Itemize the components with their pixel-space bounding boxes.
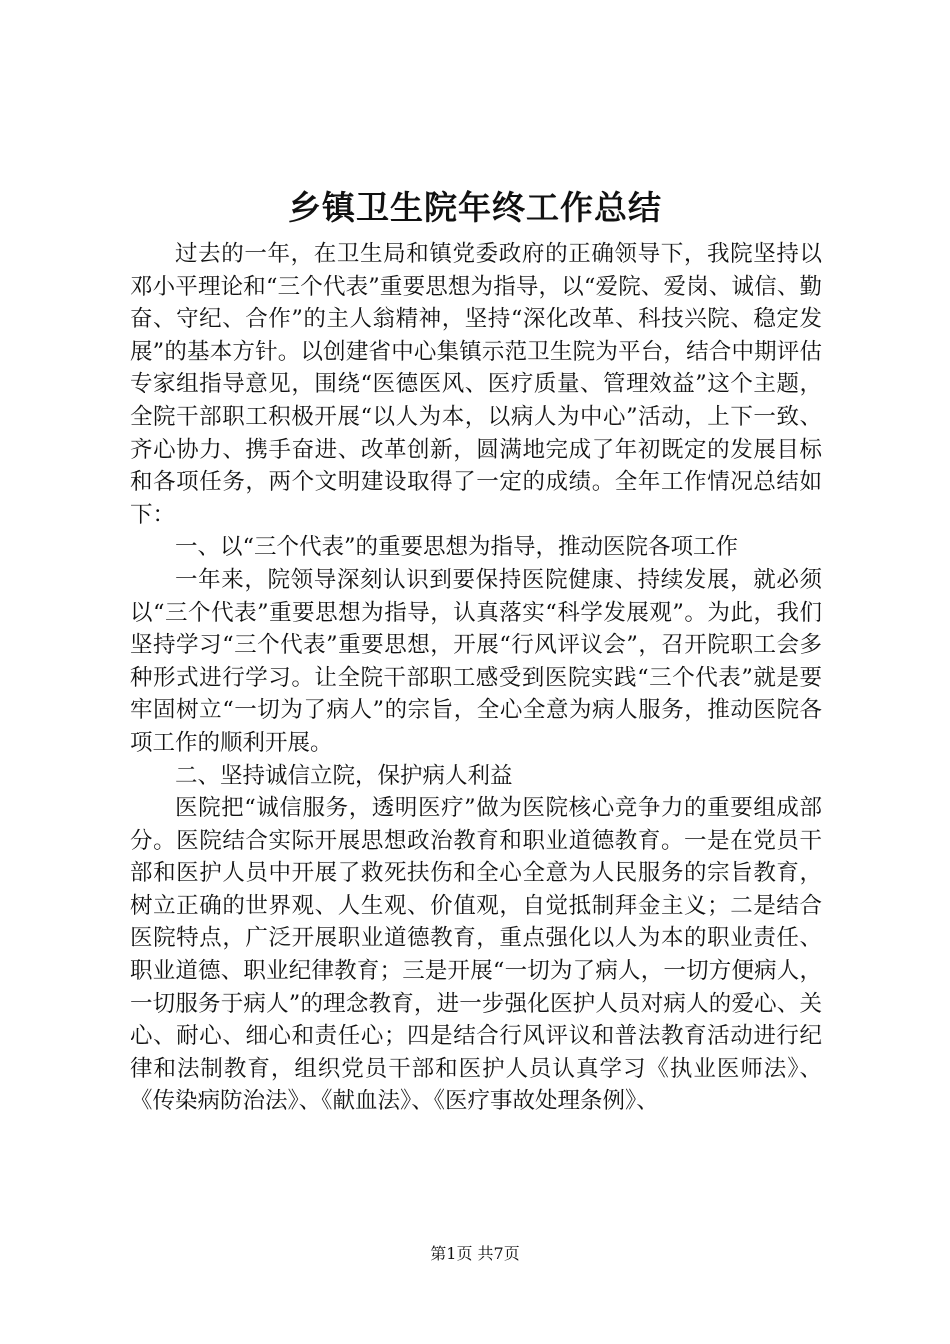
section-heading-2: 二、坚持诚信立院，保护病人利益 (175, 762, 513, 789)
paragraph-section-2: 医院把“诚信服务，透明医疗”做为医院核心竞争力的重要组成部分。医院结合实际开展思想政治教育和职业道德教育。一是在党员干部和医护人员中开展了救死扶伤和全心全意为人民服务的宗旨教育，树立正确的世界观、人生观、价值观，自觉抵制拜金主义；二是结合医院特点，广泛开展职业道德教育，重点强化以人为本的职业责任、职业道德、职业纪律教育；三是开展“一切为了病人，一切方便病人，一切服务于病人”的理念教育，进一步强化医护人员对病人的爱心、关心、耐心、细心和责任心；四是结合行风评议和普法教育活动进行纪律和法制教育，组织党员干部和医护人员认真学习《执业医师法》、《传染病防治法》、《献血法》、《医疗事故处理条例》、 (130, 795, 822, 1115)
document-title: 乡镇卫生院年终工作总结 (288, 188, 662, 227)
section-heading-1: 一、以“三个代表”的重要思想为指导，推动医院各项工作 (175, 534, 739, 561)
page-number-footer: 第1页 共7页 (430, 1244, 520, 1263)
paragraph-intro: 过去的一年，在卫生局和镇党委政府的正确领导下，我院坚持以邓小平理论和“三个代表”重要思想为指导，以“爱院、爱岗、诚信、勤奋、守纪、合作”的主人翁精神，坚持“深化改革、科技兴院、稳定发展”的基本方针。以创建省中心集镇示范卫生院为平台，结合中期评估专家组指导意见，围绕“医德医风、医疗质量、管理效益”这个主题，全院干部职工积极开展“以人为本，以病人为中心”活动，上下一致、齐心协力、携手奋进、改革创新，圆满地完成了年初既定的发展目标和各项任务，两个文明建设取得了一定的成绩。全年工作情况总结如下： (130, 241, 822, 528)
document-body (130, 238, 822, 1118)
paragraph-section-1: 一年来，院领导深刻认识到要保持医院健康、持续发展，就必须以“三个代表”重要思想为指导，认真落实“科学发展观”。为此，我们坚持学习“三个代表”重要思想，开展“行风评议会”，召开院职工会多种形式进行学习。让全院干部职工感受到医院实践“三个代表”就是要牢固树立“一切为了病人”的宗旨，全心全意为病人服务，推动医院各项工作的顺利开展。 (130, 566, 822, 756)
